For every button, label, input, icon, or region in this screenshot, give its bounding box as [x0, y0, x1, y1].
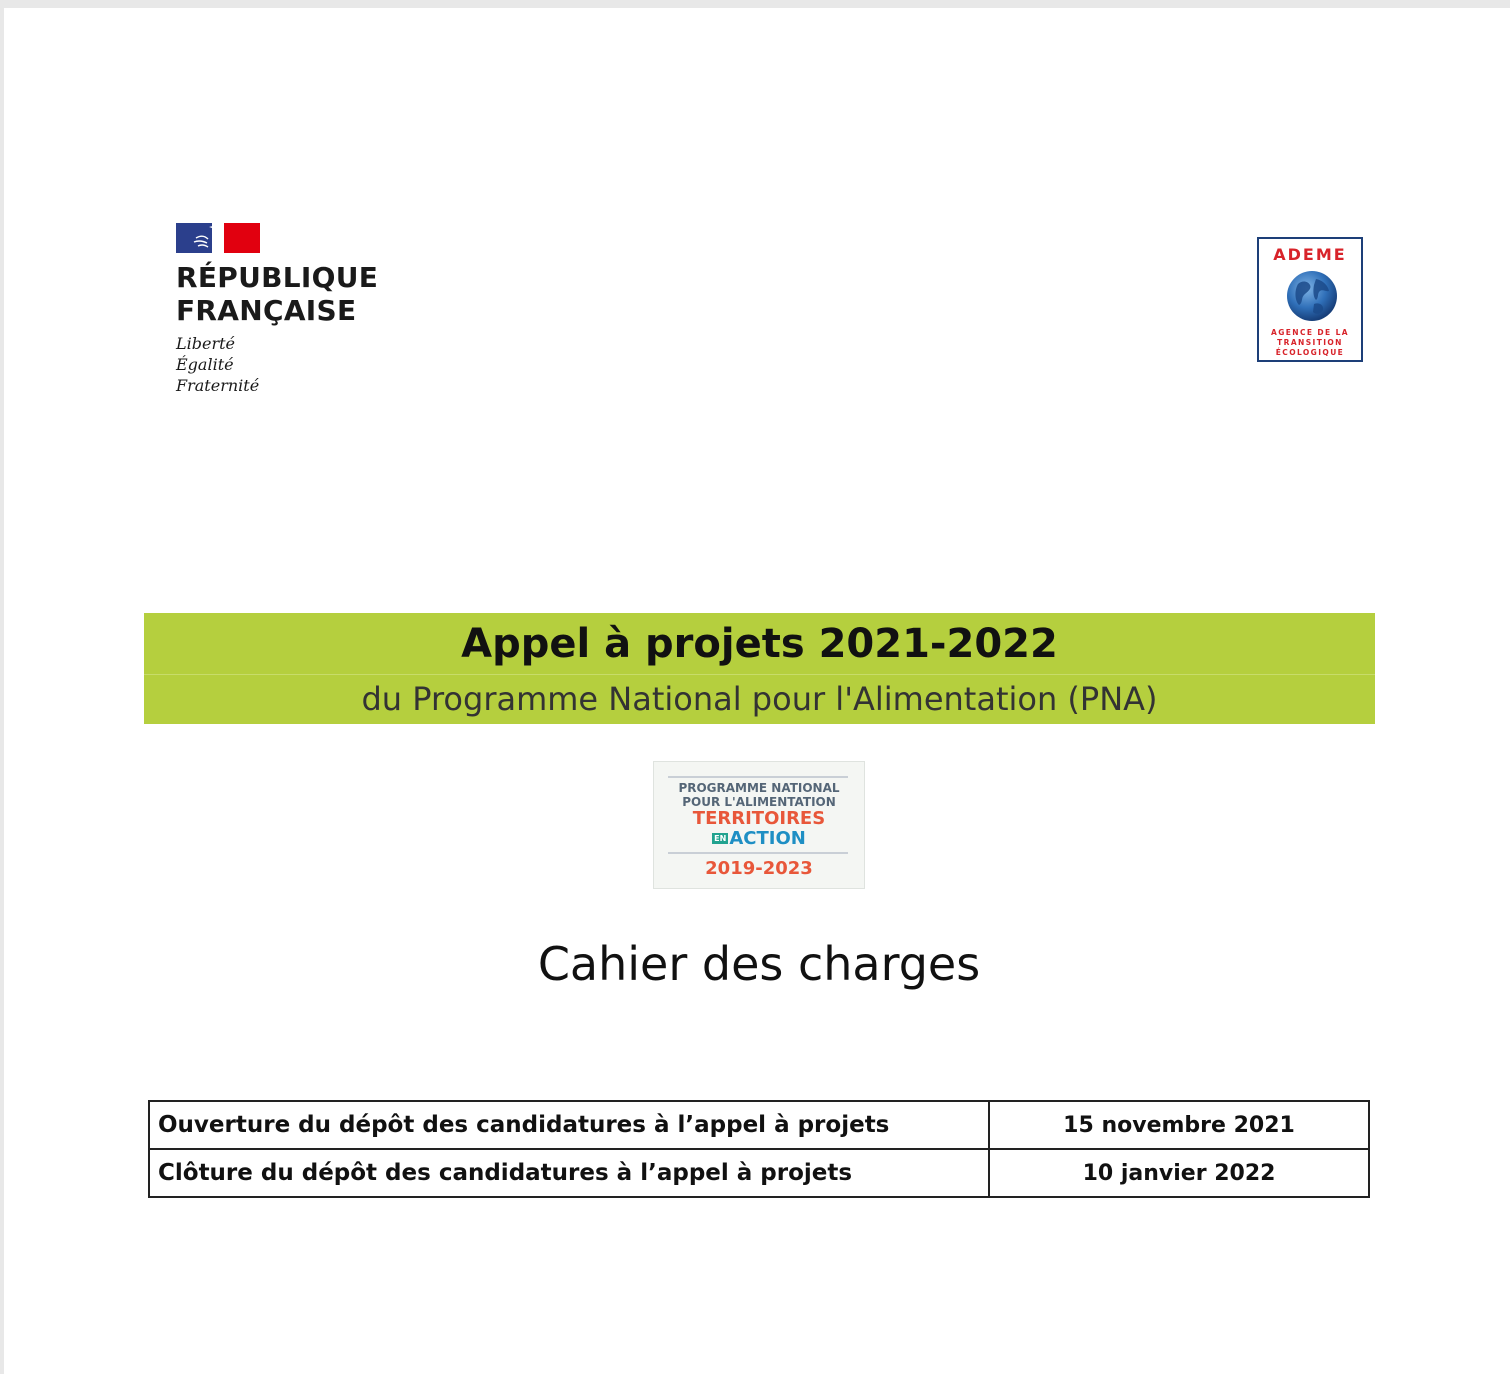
title-band [144, 613, 1375, 724]
pna-top-rule [668, 776, 848, 778]
rf-line2: FRANÇAISE [176, 294, 357, 327]
pna-action: ACTION [729, 828, 806, 849]
opening-date: 15 novembre 2021 [989, 1101, 1369, 1149]
pna-en-badge: EN [714, 834, 727, 843]
closing-label: Clôture du dépôt des candidatures à l’appel à projets [149, 1149, 989, 1197]
call-title: Appel à projets 2021-2022 [461, 621, 1058, 667]
ademe-subtitle [1259, 328, 1361, 358]
ademe-sub-line3: ÉCOLOGIQUE [1275, 348, 1345, 357]
dates-table [148, 1100, 1370, 1198]
ademe-title: ADEME [1273, 245, 1347, 264]
opening-label: Ouverture du dépôt des candidatures à l’appel à projets [149, 1101, 989, 1149]
rf-motto [176, 333, 378, 396]
document-page [4, 8, 1510, 1374]
republique-francaise-logo [176, 223, 378, 396]
ademe-sub-line2: TRANSITION [1277, 338, 1343, 347]
call-subtitle: du Programme National pour l'Alimentation (PNA) [361, 680, 1158, 718]
pna-territoires: TERRITOIRES [692, 808, 826, 829]
rf-line1: RÉPUBLIQUE [176, 261, 379, 294]
motto-fraternite: Fraternité [176, 376, 260, 395]
band-divider [144, 674, 1375, 675]
pna-years: 2019-2023 [705, 858, 813, 879]
pna-logo [653, 761, 865, 889]
ademe-logo [1257, 237, 1363, 362]
pna-line1: PROGRAMME NATIONAL [678, 781, 840, 795]
closing-date: 10 janvier 2022 [989, 1149, 1369, 1197]
globe-icon [1286, 270, 1338, 322]
pna-line2: POUR L'ALIMENTATION [682, 795, 836, 809]
republique-francaise-name [176, 261, 378, 327]
table-row [149, 1149, 1369, 1197]
motto-liberte: Liberté [176, 334, 235, 353]
table-row [149, 1101, 1369, 1149]
motto-egalite: Égalité [176, 355, 234, 374]
pna-action-row [654, 829, 864, 849]
document-title: Cahier des charges [537, 937, 981, 991]
ademe-sub-line1: AGENCE DE LA [1271, 328, 1349, 337]
pna-bottom-rule [668, 852, 848, 854]
marianne-flag-icon [176, 223, 260, 253]
